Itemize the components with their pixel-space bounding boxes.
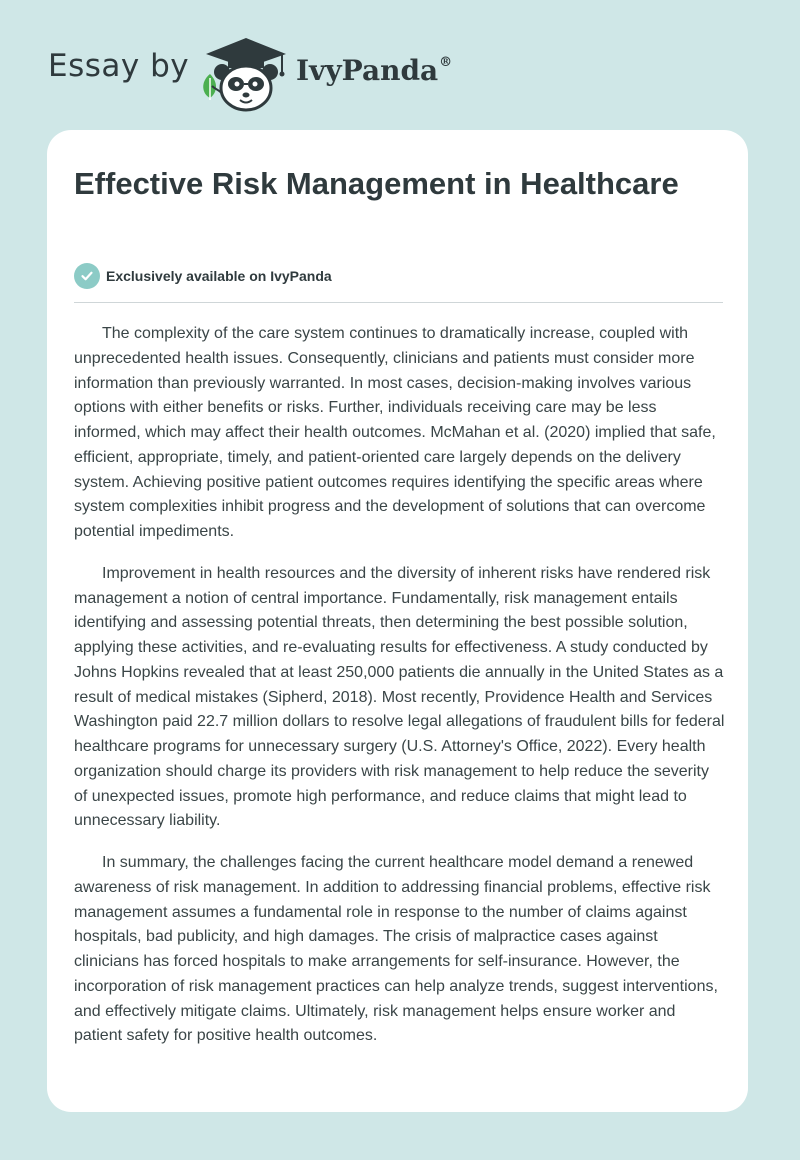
check-circle-icon	[74, 263, 100, 289]
essay-paragraph: The complexity of the care system continues to dramatically increase, coupled with unprecedented health issues. Consequently, clinicians and patients must consider more information than previously warranted. In most cases, decision-making involves various options with either benefits or risks. Further, individuals receiving care may be less informed, which may affect their health outcomes. McMahan et al. (2020) implied that safe, efficient, appropriate, timely, and patient-oriented care largely depends on the delivery system. Achieving positive patient outcomes requires identifying the specific areas where system complexities inhibit progress and the development of solutions that can overcome potential impediments.	[74, 325, 716, 540]
registered-mark: ®	[439, 55, 453, 70]
essay-paragraph: In summary, the challenges facing the current healthcare model demand a renewed awareness of risk management. In addition to addressing financial problems, effective risk management assumes a fundamental role in response to the number of claims against hospitals, bad publicity, and high damages. The crisis of malpractice cases against clinicians has forced hospitals to make arrangements for self-insurance. However, the incorporation of risk management practices can help analyze trends, suggest interventions, and effectively mitigate claims. Ultimately, risk management helps ensure worker and patient safety for positive health outcomes.	[74, 854, 718, 1045]
essay-body	[74, 322, 726, 1066]
essay-by-label: Essay by	[48, 48, 190, 84]
essay-card	[47, 130, 748, 1112]
essay-paragraph: Improvement in health resources and the diversity of inherent risks have rendered risk management a notion of central importance. Fundamentally, risk management entails identifying and assessing potential threats, then determining the best possible solution, applying these activities, and re-evaluating results for effectiveness. A study conducted by Johns Hopkins revealed that at least 250,000 patients die annually in the United States as a result of medical mistakes (Sipherd, 2018). Most recently, Providence Health and Services Washington paid 22.7 million dollars to resolve legal allegations of fraudulent bills for federal healthcare programs for unnecessary surgery (U.S. Attorney's Office, 2022). Every health organization should charge its providers with risk management to help reduce the severity of unexpected issues, promote high performance, and reduce claims that might lead to unnecessary liability.	[74, 564, 725, 830]
brand-logo-text[interactable]	[296, 54, 452, 87]
exclusive-label: Exclusively available on IvyPanda	[106, 268, 332, 284]
essay-title: Effective Risk Management in Healthcare	[74, 166, 679, 201]
panda-graduate-icon[interactable]	[198, 36, 294, 114]
site-header	[0, 0, 800, 130]
exclusive-availability-note	[74, 263, 332, 289]
title-divider	[74, 302, 723, 303]
brand-name: IvyPanda	[296, 54, 439, 87]
